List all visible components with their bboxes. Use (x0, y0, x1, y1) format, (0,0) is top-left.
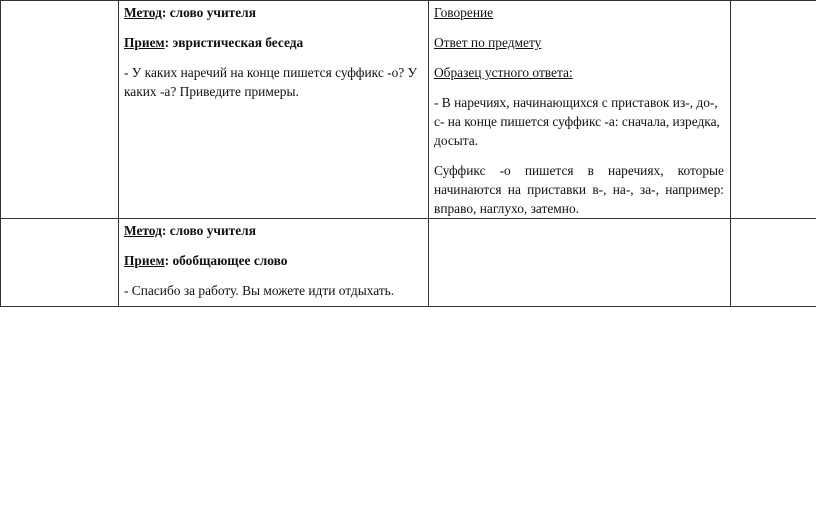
method-label: Метод (124, 5, 162, 20)
question-line: - У каких наречий на конце пишется суффикс -о? У (124, 65, 418, 80)
empty-cell (429, 219, 731, 307)
answer-line: - В наречиях, начинающихся с приставок из-, до-, (434, 95, 718, 110)
method-line (124, 221, 423, 240)
empty-cell (731, 219, 816, 307)
technique-label: Прием (124, 253, 165, 268)
answer-line: начинаются на приставки в-, на-, за-, например: (434, 182, 724, 197)
answer-line: досыта. (434, 133, 479, 148)
technique-label: Прием (124, 35, 165, 50)
sample-answer-1 (434, 93, 725, 150)
activity-label: Говорение (434, 5, 494, 20)
empty-cell (731, 1, 816, 219)
question-line: каких -а? Приведите примеры. (124, 84, 299, 99)
technique-value: : обобщающее слово (164, 253, 288, 268)
technique-line (124, 251, 423, 270)
table-row (1, 1, 816, 219)
method-label: Метод (124, 223, 162, 238)
method-value: : слово учителя (161, 5, 256, 20)
technique-value: : эвристическая беседа (164, 35, 304, 50)
sample-answer-2 (434, 161, 725, 218)
answer-line: с- на конце пишется суффикс -а: сначала, изредка, (434, 114, 720, 129)
teacher-cell (119, 219, 429, 307)
closing-remark: - Спасибо за работу. Вы можете идти отдыхать. (124, 283, 395, 298)
table-row (1, 219, 816, 307)
empty-cell (1, 1, 119, 219)
method-value: : слово учителя (161, 223, 256, 238)
teacher-question (124, 63, 423, 101)
sample-answer-label: Образец устного ответа: (434, 65, 573, 80)
answer-line: вправо, наглухо, затемно. (434, 201, 579, 216)
answer-type-label: Ответ по предмету (434, 35, 542, 50)
method-line (124, 3, 423, 22)
teacher-cell (119, 1, 429, 219)
technique-line (124, 33, 423, 52)
answer-line: Суффикс -о пишется в наречиях, которые (434, 163, 724, 178)
student-cell (429, 1, 731, 219)
empty-cell (1, 219, 119, 307)
